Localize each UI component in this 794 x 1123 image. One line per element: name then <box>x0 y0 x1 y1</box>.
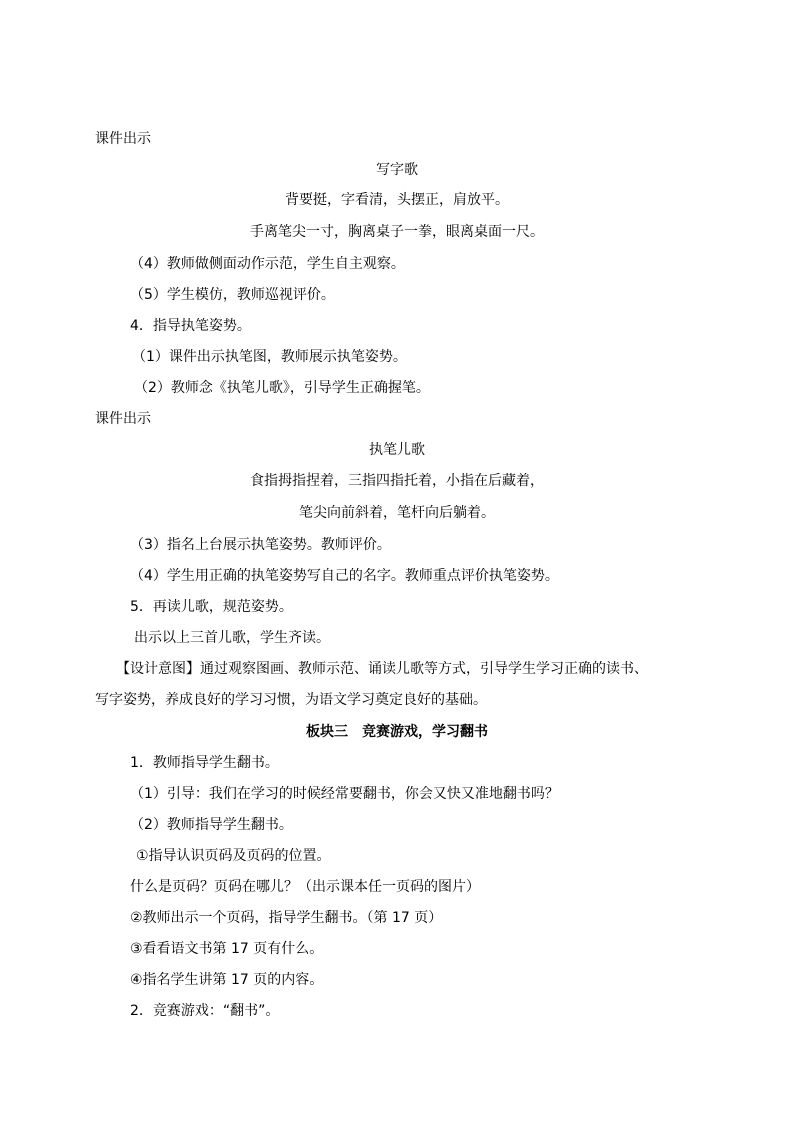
text-line: ④指名学生讲第 17 页的内容。 <box>130 972 324 988</box>
text-line: 5．再读儿歌，规范姿势。 <box>130 599 293 615</box>
poem-line: 手离笔尖一寸，胸离桌子一拳，眼离桌面一尺。 <box>250 224 544 240</box>
text-line: 4．指导执笔姿势。 <box>130 318 251 334</box>
text-line: ②教师出示一个页码，指导学生翻书。（第 17 页） <box>130 910 443 926</box>
text-line: ③看看语文书第 17 页有什么。 <box>130 941 324 957</box>
text-line: （2）教师念《执笔儿歌》，引导学生正确握笔。 <box>134 380 430 396</box>
poem-title: 执笔儿歌 <box>369 442 425 458</box>
text-line: 1．教师指导学生翻书。 <box>130 755 279 771</box>
text-line: 写字姿势，养成良好的学习习惯，为语文学习奠定良好的基础。 <box>95 692 487 708</box>
poem-line: 背要挺，字看清，头摆正，肩放平。 <box>285 192 509 208</box>
poem-title: 写字歌 <box>376 162 418 178</box>
text-line: （4）学生用正确的执笔姿势写自己的名字。教师重点评价执笔姿势。 <box>130 568 559 584</box>
text-line: 课件出示 <box>95 411 151 427</box>
text-line: 【设计意图】通过观察图画、教师示范、诵读儿歌等方式，引导学生学习正确的读书、 <box>116 661 648 677</box>
text-line: 出示以上三首儿歌，学生齐读。 <box>134 630 330 646</box>
text-line: 什么是页码？页码在哪儿？（出示课本任一页码的图片） <box>130 879 480 895</box>
text-line: （1）课件出示执笔图，教师展示执笔姿势。 <box>132 349 407 365</box>
text-line: （1）引导：我们在学习的时候经常要翻书，你会又快又准地翻书吗？ <box>130 786 559 802</box>
section-heading: 板块三 竞赛游戏，学习翻书 <box>306 724 488 740</box>
text-line: 课件出示 <box>95 131 151 147</box>
text-line: ①指导认识页码及页码的位置。 <box>136 848 331 864</box>
poem-line: 笔尖向前斜着，笔杆向后躺着。 <box>299 505 495 521</box>
poem-line: 食指拇指捏着，三指四指托着，小指在后藏着， <box>250 473 544 489</box>
text-line: （5）学生模仿，教师巡视评价。 <box>130 287 335 303</box>
text-line: （2）教师指导学生翻书。 <box>130 817 293 833</box>
text-line: 2．竞赛游戏：“翻书”。 <box>130 1003 280 1019</box>
text-line: （3）指名上台展示执笔姿势。教师评价。 <box>130 537 391 553</box>
text-line: （4）教师做侧面动作示范，学生自主观察。 <box>130 256 405 272</box>
